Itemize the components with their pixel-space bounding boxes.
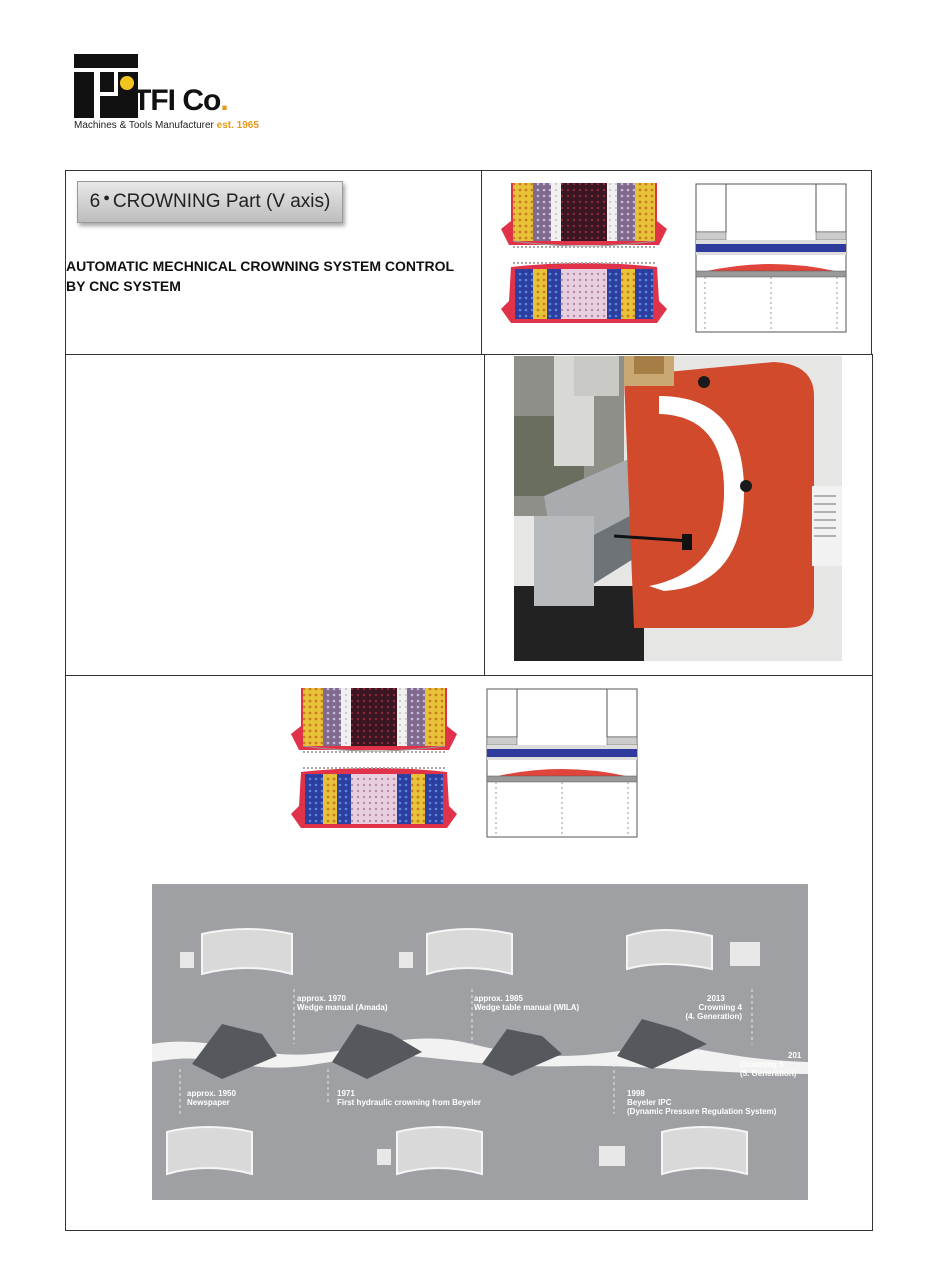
milestone-year: approx. 1985 — [474, 994, 523, 1003]
press-brake-photo — [514, 356, 842, 661]
fem-stress-diagram — [288, 686, 460, 836]
section-heading: AUTOMATIC MECHNICAL CROWNING SYSTEM CONTROL BY CNC SYSTEM — [66, 258, 454, 294]
press-crowning-diagram — [695, 183, 847, 333]
milestone-year: approx. 1970 — [297, 994, 346, 1003]
press-crowning-diagram — [486, 688, 638, 838]
milestone-label: Crowning 5 (5. Generation) — [740, 1060, 797, 1078]
milestone-label: First hydraulic crowning from Beyeler — [337, 1098, 482, 1107]
company-name: TFI Co. — [133, 84, 228, 117]
part-number: 6 — [89, 191, 101, 212]
milestone-label: Newspaper — [187, 1098, 230, 1107]
milestone-label: Beyeler IPC (Dynamic Pressure Regulation System) — [627, 1098, 777, 1116]
company-tagline: Machines & Tools Manufacturer est. 1965 — [74, 120, 259, 131]
milestone-label: Crowning 4 (4. Generation) — [685, 1003, 742, 1021]
milestone-year: 2013 — [707, 994, 725, 1003]
section-divider — [484, 354, 485, 676]
milestone-year: approx. 1950 — [187, 1089, 236, 1098]
milestone-label: Wedge table manual (WILA) — [474, 1003, 580, 1012]
fem-stress-diagram — [498, 181, 670, 331]
part-label — [77, 181, 343, 223]
part-title: CROWNING Part (V axis) — [112, 191, 331, 212]
milestone-year: 1998 — [627, 1089, 645, 1098]
crowning-evolution-timeline — [152, 884, 808, 1200]
evolution-graphic — [152, 884, 808, 1200]
milestone-year: 1971 — [337, 1089, 355, 1098]
section-divider — [481, 170, 482, 355]
established-year: est. 1965 — [216, 120, 259, 131]
milestone-year: 201 — [788, 1051, 802, 1060]
bullet-icon: ● — [103, 192, 110, 204]
milestone-label: Wedge manual (Amada) — [297, 1003, 388, 1012]
